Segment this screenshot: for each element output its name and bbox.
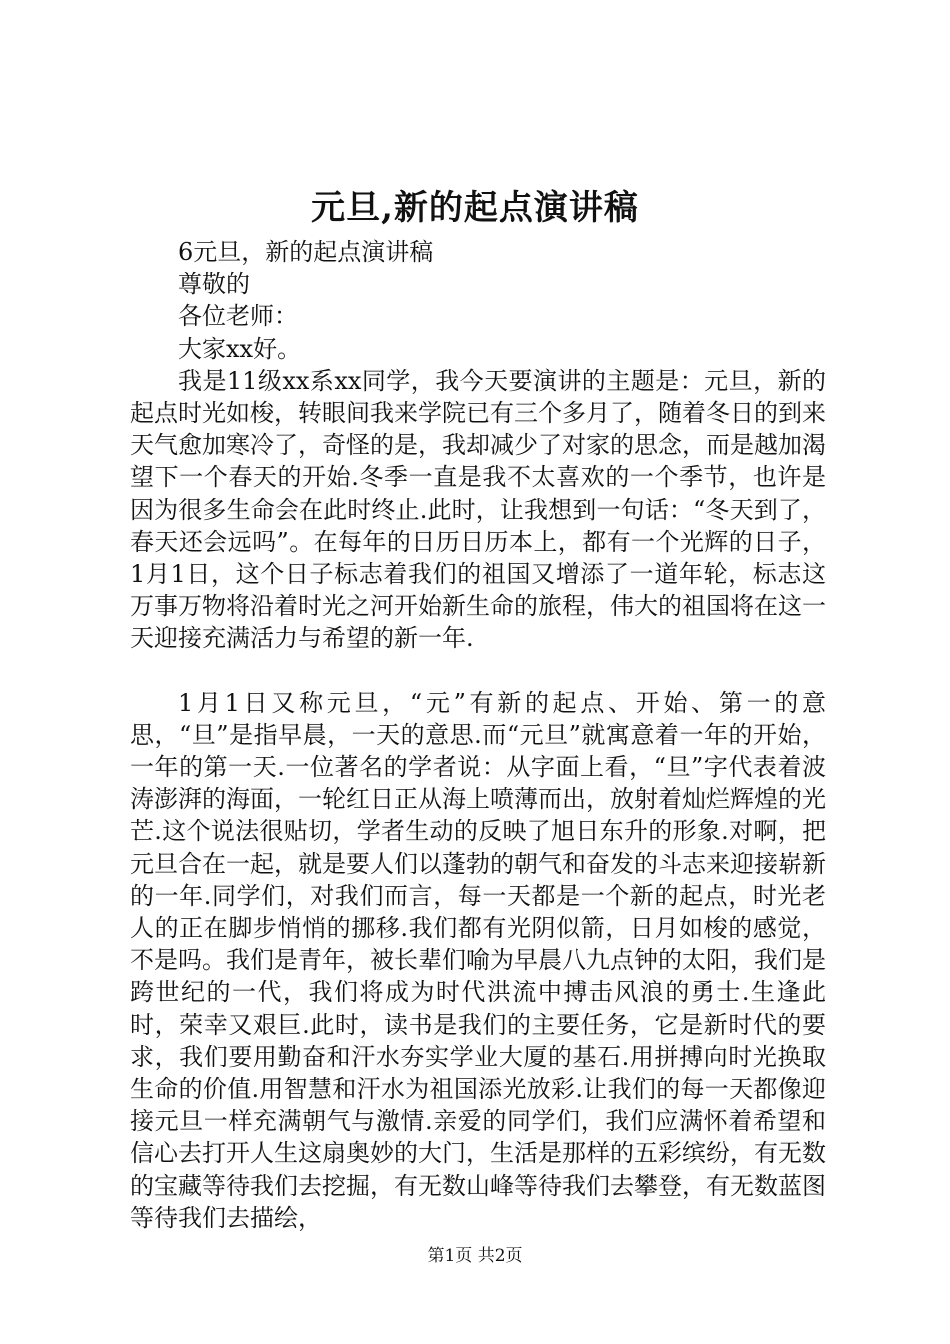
document-body [130,236,826,1234]
subtitle-line: 6元旦，新的起点演讲稿 [178,238,434,266]
greeting-line: 大家xx好。 [178,334,302,363]
salutation-line: 尊敬的 [178,270,250,299]
salutation-line: 各位老师： [178,302,298,331]
page-number-footer: 第1页 共2页 [427,1246,523,1266]
document-title: 元旦,新的起点演讲稿 [311,188,639,228]
body-paragraph: 我是11级xx系xx同学，我今天要演讲的主题是：元旦，新的起点时光如梭，转眼间我来学院已有三个多月了，随着冬日的到来天气愈加寒冷了，奇怪的是，我却减少了对家的思念，而是越加渴望下一个春天的开始.冬季一直是我不太喜欢的一个季节，也许是因为很多生命会在此时终止.此时，让我想到一句话：“冬天到了，春天还会远吗”。在每年的日历日历本上，都有一个光辉的日子，1月1日，这个日子标志着我们的祖国又增添了一道年轮，标志这万事万物将沿着时光之河开始新生命的旅程，伟大的祖国将在这一天迎接充满活力与希望的新一年. [130,366,826,653]
body-paragraph: 1月1日又称元旦，“元”有新的起点、开始、第一的意思，“旦”是指早晨，一天的意思.而“元旦”就寓意着一年的开始，一年的第一天.一位著名的学者说：从字面上看，“旦”字代表着波涛澎湃的海面，一轮红日正从海上喷薄而出，放射着灿烂辉煌的光芒.这个说法很贴切，学者生动的反映了旭日东升的形象.对啊，把元旦合在一起，就是要人们以蓬勃的朝气和奋发的斗志来迎接崭新的一年.同学们，对我们而言，每一天都是一个新的起点，时光老人的正在脚步悄悄的挪移.我们都有光阴似箭，日月如梭的感觉，不是吗。我们是青年，被长辈们喻为早晨八九点钟的太阳，我们是跨世纪的一代，我们将成为时代洪流中搏击风浪的勇士.生逢此时，荣幸又艰巨.此时，读书是我们的主要任务，它是新时代的要求，我们要用勤奋和汗水夯实学业大厦的基石.用拼搏向时光换取生命的价值.用智慧和汗水为祖国添光放彩.让我们的每一天都像迎接元旦一样充满朝气与激情.亲爱的同学们，我们应满怀着希望和信心去打开人生这扇奥妙的大门，生活是那样的五彩缤纷，有无数的宝藏等待我们去挖掘，有无数山峰等待我们去攀登，有无数蓝图等待我们去描绘， [130,688,826,1232]
